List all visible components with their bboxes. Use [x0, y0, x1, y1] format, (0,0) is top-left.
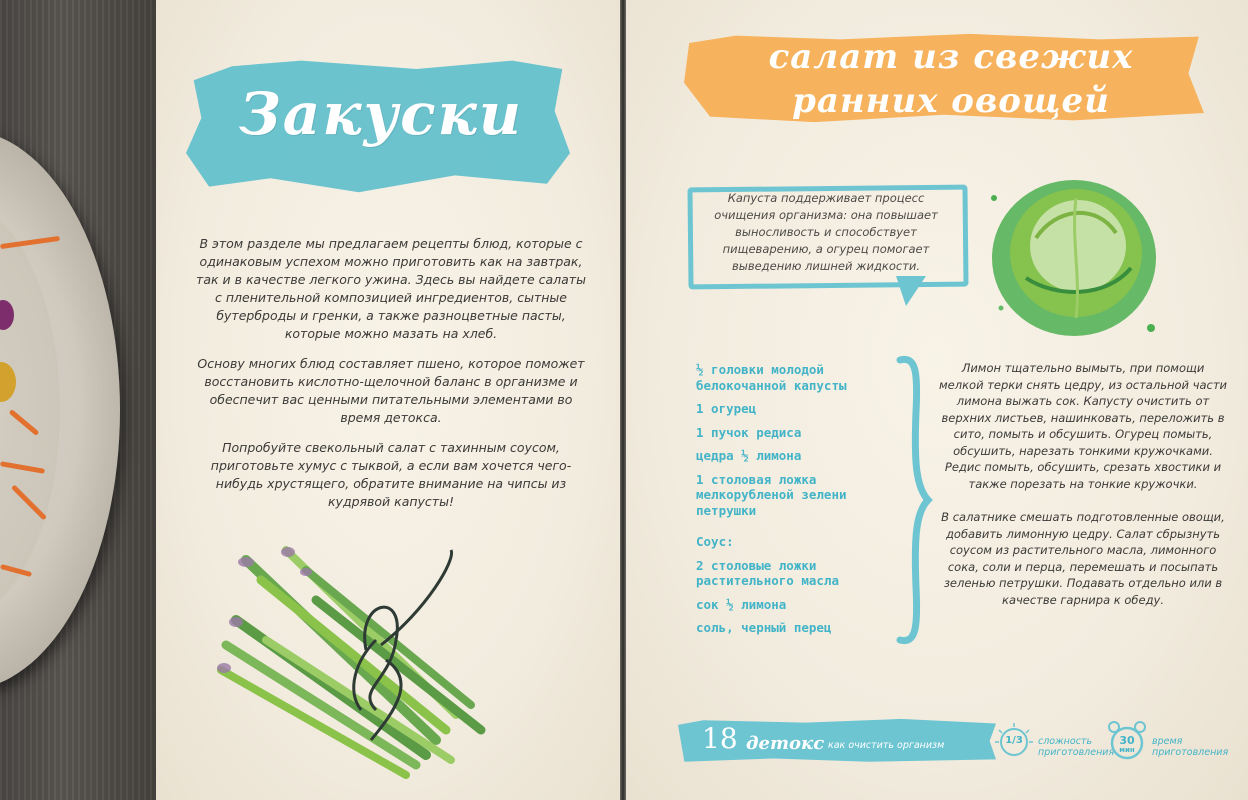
tip-text: Капуста поддерживает процесс очищения организма: она повышает выносливость и способствует пищеварению, а огурец помогает выведению лишней жидкости.	[714, 191, 938, 273]
ingredient-item: 1 столовая ложка мелкорубленой зелени петрушки	[696, 471, 847, 518]
difficulty-label-line-2: приготовления	[1038, 747, 1115, 758]
ingredient-item: 1 огурец	[696, 401, 757, 416]
intro-text	[196, 235, 586, 523]
cooking-time-value	[1114, 735, 1140, 754]
difficulty-value: 1/3	[1005, 735, 1023, 746]
speech-bubble-tail	[896, 276, 926, 306]
sauce-item: сок ½ лимона	[696, 596, 787, 612]
intro-paragraph-3: Попробуйте свекольный салат с тахинным соусом, приготовьте хумус с тыквой, а если вам хочется чего-нибудь хрустящего, обратите внимание на чипсы из кудрявой капусты!	[210, 440, 572, 509]
cooking-time-label-line-2: приготовления	[1152, 747, 1229, 758]
recipe-title	[696, 35, 1206, 123]
difficulty-label	[1038, 736, 1115, 758]
cooking-time-unit: мин	[1119, 746, 1135, 754]
cabbage-illustration	[976, 158, 1166, 344]
sauce-heading: Соус:	[696, 534, 734, 549]
intro-paragraph-1: В этом разделе мы предлагаем рецепты блюд, которые с одинаковым успехом можно приготовить как на завтрак, так и в качестве легкого ужина. Здесь вы найдете салаты с пленительной композицией ингредиентов, сытные бутерброды и гренки, а также разноцветные пасты, которые можно мазать на хлеб.	[196, 236, 586, 341]
recipe-title-line-2: ранних овощей	[792, 81, 1110, 121]
sauce-item: соль, черный перец	[696, 620, 832, 635]
cooking-time-label	[1152, 736, 1229, 758]
left-page	[156, 0, 620, 800]
section-title: Закуски	[238, 80, 524, 148]
right-page	[626, 0, 1248, 800]
cooking-time-number: 30	[1119, 734, 1135, 747]
ingredients-list	[696, 362, 896, 644]
asparagus-illustration	[206, 540, 536, 790]
method-text	[938, 360, 1228, 625]
method-paragraph-1: Лимон тщательно вымыть, при помощи мелкой терки снять цедру, из остальной части лимона выжать сок. Капусту очистить от верхних листьев, нашинковать, переложить в сито, помыть и обсушить. Огурец помыть, обсушить, нарезать тонкими кружочками. Редис помыть, обсушить, срезать хвостики и также порезать на тонкие кружочки.	[938, 361, 1228, 491]
ingredient-item: 1 пучок редиса	[696, 424, 802, 440]
book-subtitle: как очистить организм	[828, 740, 945, 751]
book-title: детокс	[746, 733, 825, 754]
difficulty-label-line-1: сложность	[1038, 736, 1093, 747]
ingredient-item: ½ головки молодой белокочанной капусты	[696, 362, 847, 393]
wood-table-photo	[0, 0, 156, 800]
intro-paragraph-2: Основу многих блюд составляет пшено, которое поможет восстановить кислотно-щелочной баланс в организме и обеспечит вас ценными питательными элементами во время детокса.	[197, 356, 585, 425]
page-number: 18	[702, 722, 738, 755]
sauce-item: 2 столовые ложки растительного масла	[696, 557, 839, 588]
curly-brace	[894, 352, 934, 647]
cooking-time-label-line-1: время	[1152, 736, 1183, 747]
ingredient-item: цедра ½ лимона	[696, 448, 802, 463]
recipe-title-line-1: салат из свежих	[768, 37, 1134, 77]
method-paragraph-2: В салатнике смешать подготовленные овощи, добавить лимонную цедру. Салат сбрызнуть соусом из растительного масла, лимонного сока, соли и перца, перемешать и посыпать зеленью петрушки. Подавать отдельно или в качестве гарнира к обеду.	[941, 510, 1225, 607]
